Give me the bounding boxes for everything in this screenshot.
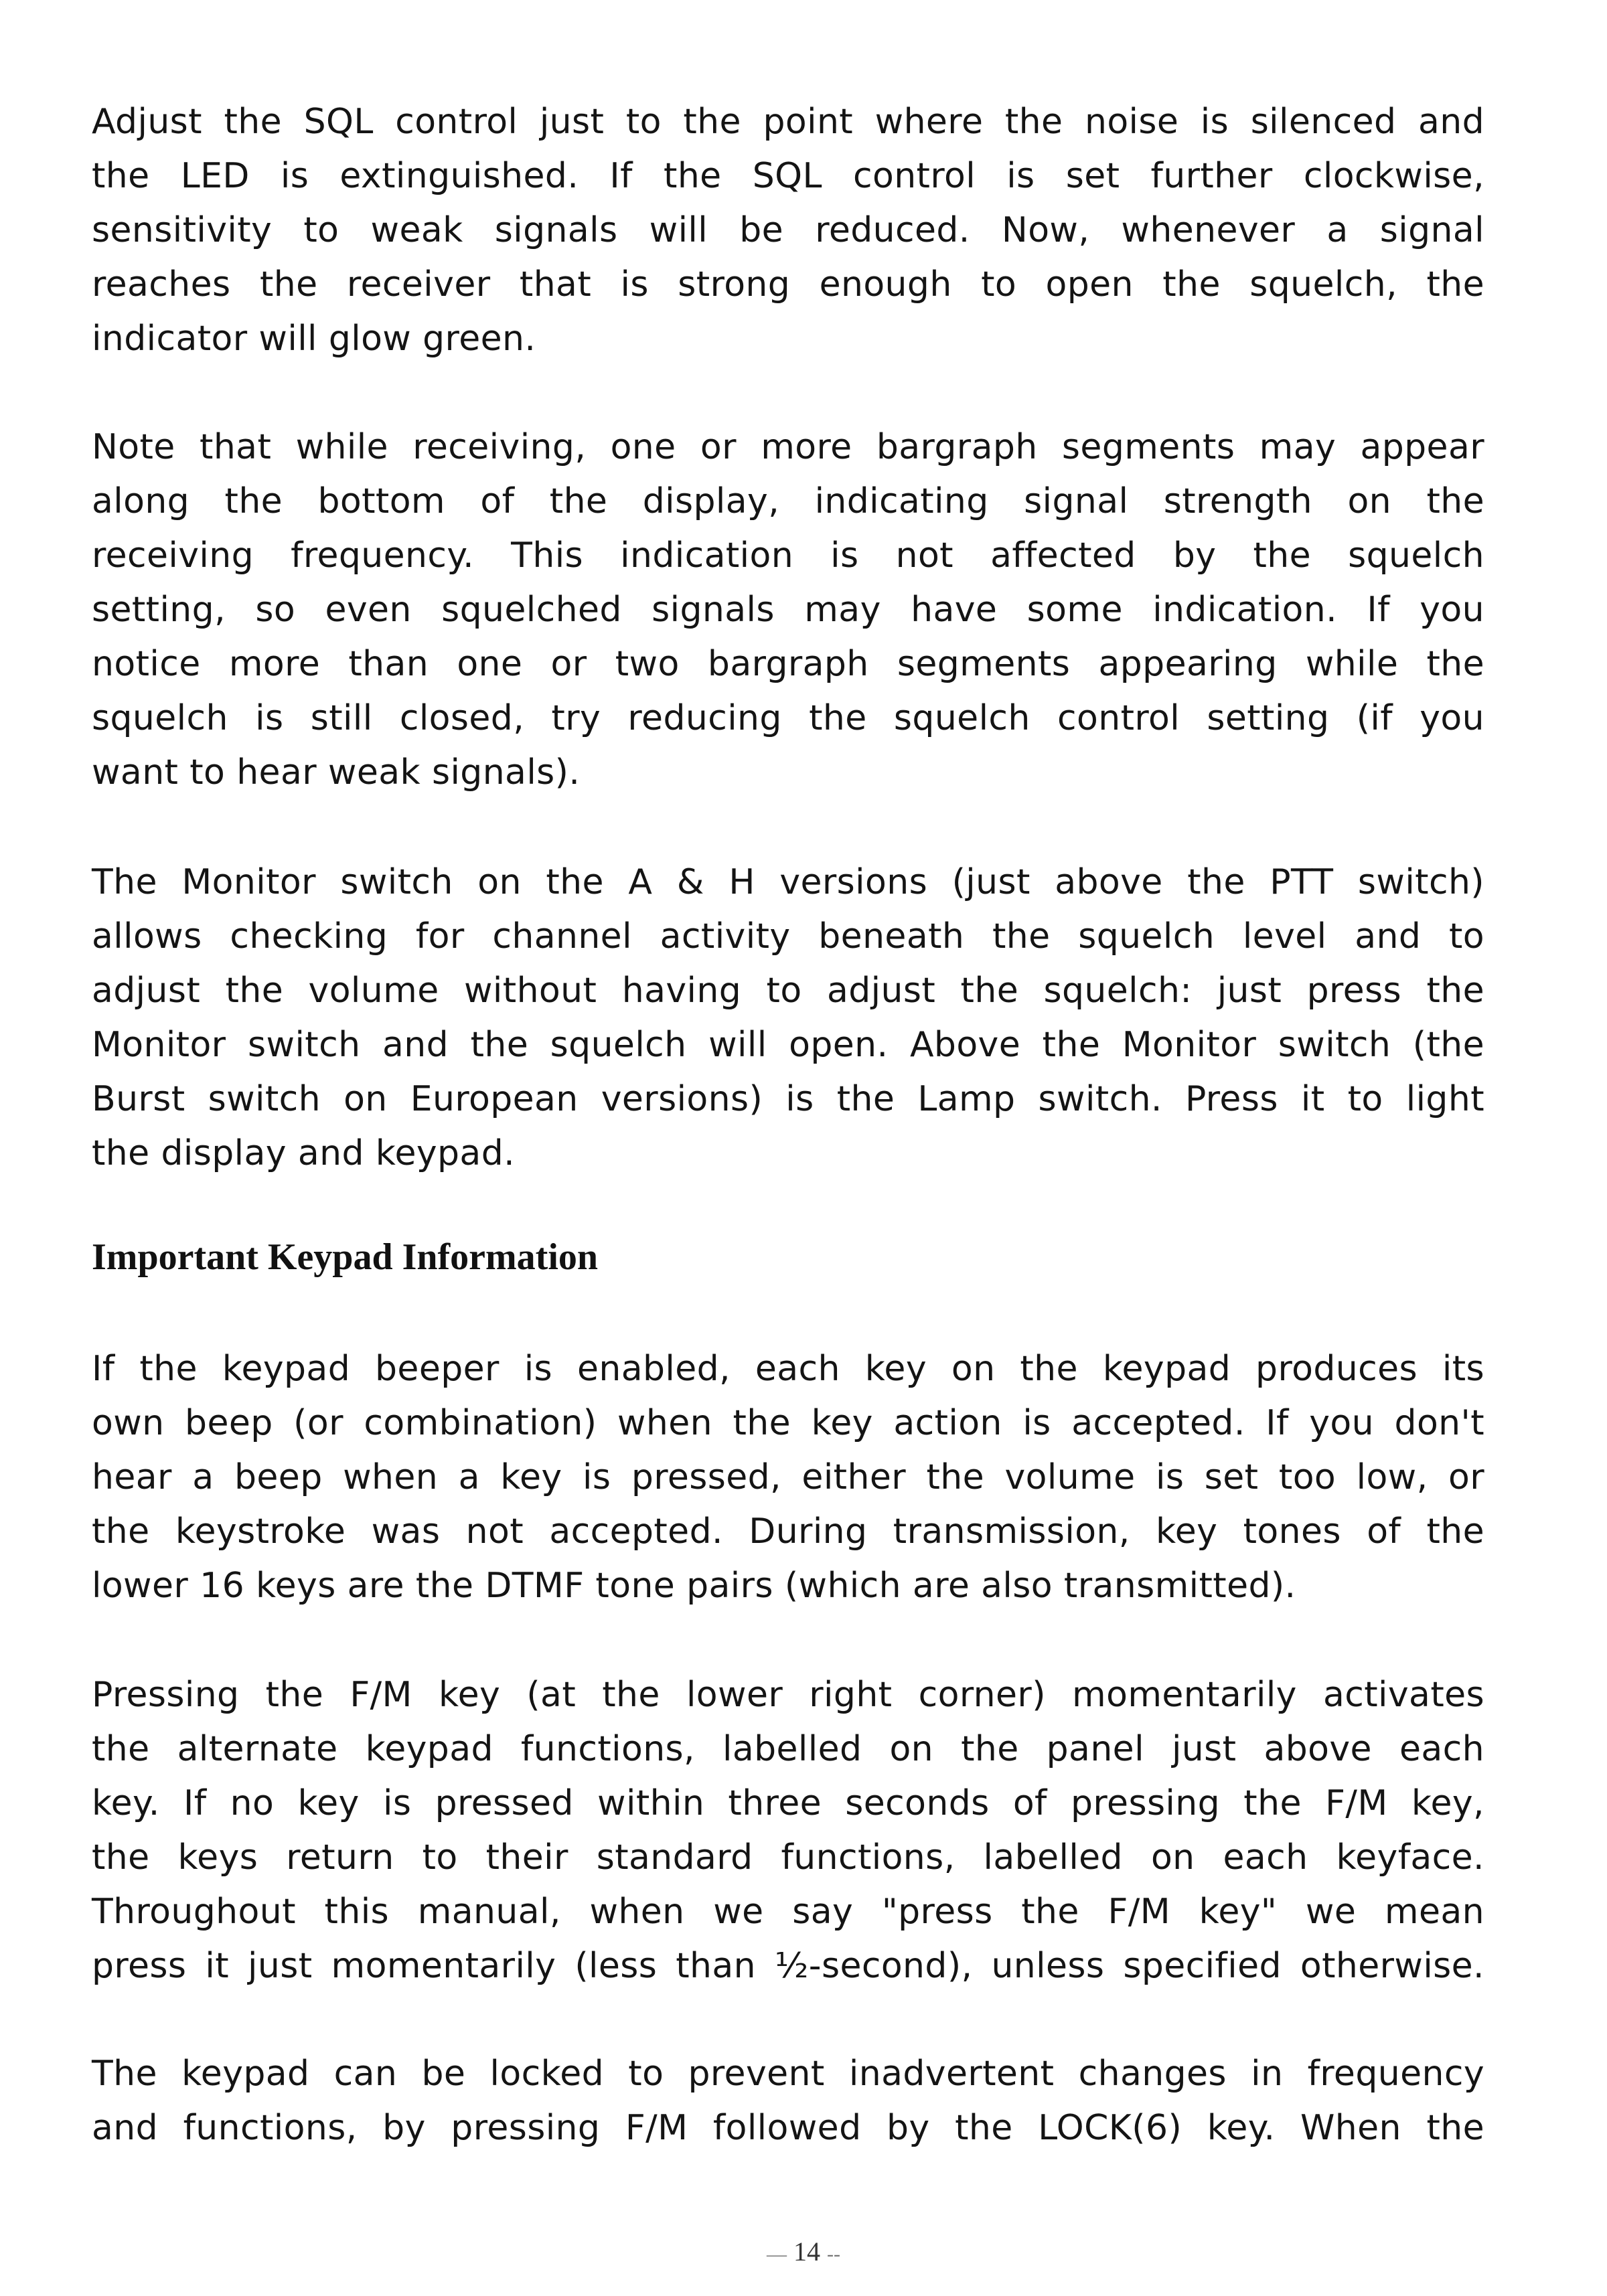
text-line: key. If no key is pressed within three seconds of pressing the F/M key, <box>92 1783 1484 1823</box>
text-line: allows checking for channel activity beneath the squelch level and to <box>92 916 1484 957</box>
text-line: press it just momentarily (less than ½-second), unless specified otherwise. <box>92 1946 1484 1986</box>
page-number-value: 14 <box>793 2236 820 2267</box>
paragraph-fm-key <box>92 1668 1484 1993</box>
text-line: the keystroke was not accepted. During transmission, key tones of the <box>92 1511 1484 1552</box>
text-line: reaches the receiver that is strong enough to open the squelch, the <box>92 264 1484 305</box>
text-line: Adjust the SQL control just to the point where the noise is silenced and <box>92 102 1484 142</box>
paragraph-bargraph-note <box>92 420 1484 800</box>
text-line: and functions, by pressing F/M followed by the LOCK(6) key. When the <box>92 2108 1484 2148</box>
text-line: Throughout this manual, when we say "press the F/M key" we mean <box>92 1892 1484 1932</box>
page-number <box>0 2236 1607 2267</box>
text-line: Monitor switch and the squelch will open. Above the Monitor switch (the <box>92 1025 1484 1065</box>
text-line: hear a beep when a key is pressed, either the volume is set too low, or <box>92 1457 1484 1497</box>
text-line: adjust the volume without having to adjust the squelch: just press the <box>92 971 1484 1011</box>
page-number-dash-right: -- <box>827 2242 840 2265</box>
page-number-dash-left: — <box>767 2242 787 2265</box>
text-line: own beep (or combination) when the key action is accepted. If you don't <box>92 1403 1484 1443</box>
text-line: indicator will glow green. <box>92 319 536 359</box>
text-line: receiving frequency. This indication is not affected by the squelch <box>92 536 1484 576</box>
text-line: Pressing the F/M key (at the lower right corner) momentarily activates <box>92 1675 1484 1715</box>
text-line: along the bottom of the display, indicating signal strength on the <box>92 481 1484 521</box>
text-line: Burst switch on European versions) is the Lamp switch. Press it to light <box>92 1079 1484 1119</box>
text-line: the alternate keypad functions, labelled on the panel just above each <box>92 1729 1484 1769</box>
section-heading: Important Keypad Information <box>92 1236 599 1278</box>
paragraph-squelch-adjust <box>92 95 1484 366</box>
paragraph-keypad-lock <box>92 2047 1484 2155</box>
text-line: Note that while receiving, one or more bargraph segments may appear <box>92 427 1484 467</box>
text-line: squelch is still closed, try reducing the squelch control setting (if you <box>92 698 1484 738</box>
text-line: notice more than one or two bargraph segments appearing while the <box>92 644 1484 684</box>
text-line: the keys return to their standard functions, labelled on each keyface. <box>92 1837 1484 1878</box>
text-line: sensitivity to weak signals will be reduced. Now, whenever a signal <box>92 210 1484 250</box>
text-line: lower 16 keys are the DTMF tone pairs (which are also transmitted). <box>92 1566 1296 1606</box>
paragraph-monitor-switch <box>92 855 1484 1181</box>
text-line: the display and keypad. <box>92 1133 516 1173</box>
paragraph-keypad-beeper <box>92 1342 1484 1613</box>
text-line: setting, so even squelched signals may have some indication. If you <box>92 590 1484 630</box>
text-line: If the keypad beeper is enabled, each key on the keypad produces its <box>92 1349 1484 1389</box>
text-line: want to hear weak signals). <box>92 752 581 793</box>
text-line: the LED is extinguished. If the SQL control is set further clockwise, <box>92 156 1484 196</box>
text-line: The Monitor switch on the A & H versions (just above the PTT switch) <box>92 862 1484 902</box>
text-line: The keypad can be locked to prevent inadvertent changes in frequency <box>92 2054 1484 2094</box>
